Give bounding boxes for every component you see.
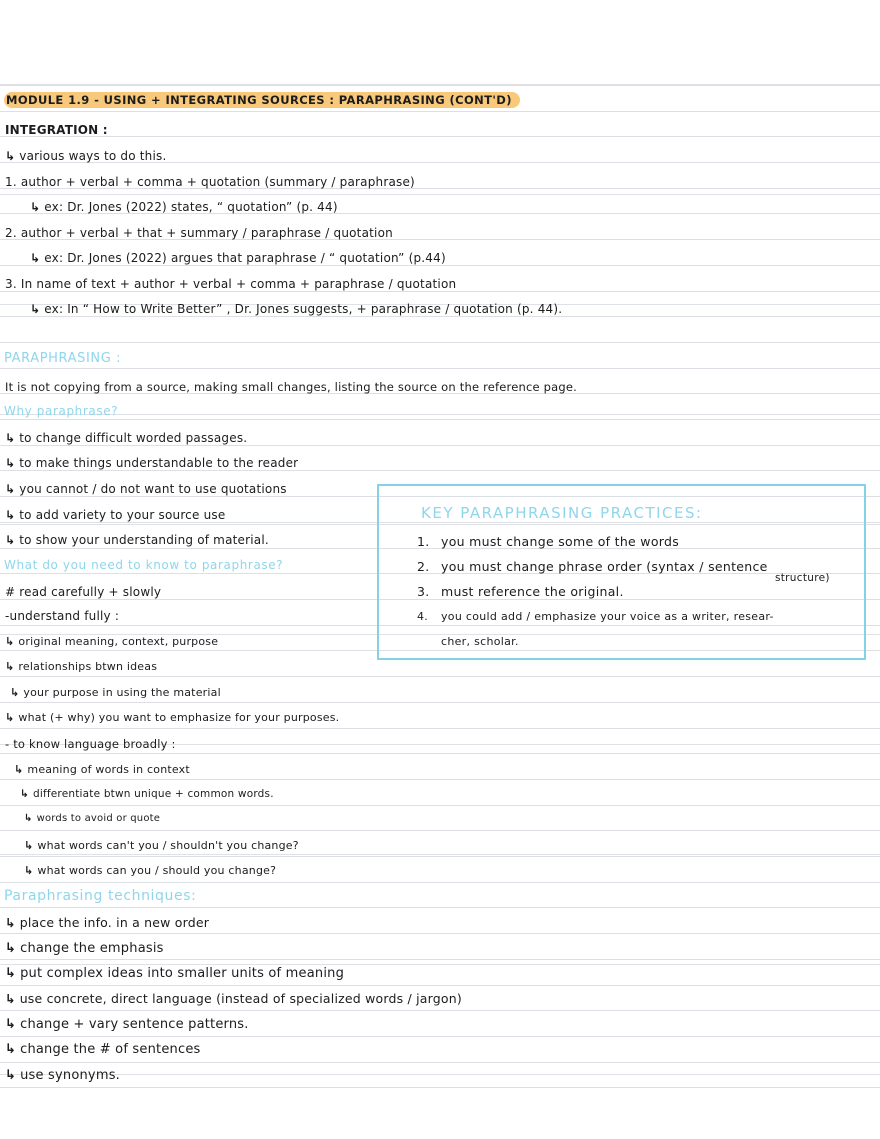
ruled-line: [0, 316, 880, 317]
ruled-line: [0, 676, 880, 677]
integration-item-3: 3. In name of text + author + verbal + comma + paraphrase / quotation: [5, 277, 457, 291]
understand-heading: -understand fully :: [5, 609, 120, 623]
key-practice-number: 4.: [417, 610, 429, 623]
integration-item-2: 2. author + verbal + that + summary / paraphrase / quotation: [5, 226, 393, 240]
technique-item: [5, 1017, 249, 1032]
technique-item-text: change the # of sentences: [20, 1042, 201, 1057]
key-practice-item: [417, 559, 768, 574]
technique-item: [5, 1068, 120, 1083]
integration-example-3: [30, 302, 562, 316]
key-practice-item: [417, 584, 624, 599]
understand-item-text: what (+ why) you want to emphasize for your purposes.: [18, 711, 340, 724]
arrow-icon: ↳: [5, 1042, 17, 1057]
arrow-icon: ↳: [5, 915, 16, 930]
arrow-icon: ↳: [5, 482, 16, 496]
ruled-line: [0, 753, 880, 754]
ruled-line: [0, 856, 880, 857]
key-practice-number: 1.: [417, 534, 430, 549]
technique-item-text: use synonyms.: [20, 1068, 120, 1083]
ruled-line: [0, 445, 880, 446]
ruled-line: [0, 342, 880, 343]
ruled-line: [0, 265, 880, 266]
integration-example-1-text: ex: Dr. Jones (2022) states, “ quotation” (p. 44): [44, 200, 338, 214]
why-paraphrase-heading: Why paraphrase?: [4, 404, 119, 418]
technique-item: [5, 1042, 201, 1057]
ruled-line: [0, 368, 880, 369]
ruled-line: [0, 419, 880, 420]
why-item-text: to show your understanding of material.: [19, 533, 269, 547]
arrow-icon: ↳: [5, 941, 17, 956]
key-practice-text: you must change some of the words: [441, 534, 680, 549]
arrow-icon: ↳: [5, 456, 16, 470]
technique-item: [5, 915, 209, 930]
why-item-text: to make things understandable to the reader: [19, 456, 299, 470]
key-practice-continuation: cher, scholar.: [441, 635, 519, 648]
arrow-icon: ↳: [5, 635, 15, 648]
language-subitem: [24, 839, 299, 852]
ruled-line: [0, 959, 880, 960]
understand-item-text: relationships btwn ideas: [18, 660, 158, 673]
integration-example-3-text: ex: In “ How to Write Better” , Dr. Jones suggests, + paraphrase / quotation (p. 44).: [44, 302, 563, 316]
language-subitem: [24, 864, 276, 877]
language-subitem-text: what words can't you / shouldn't you change?: [37, 839, 299, 852]
language-item: [14, 763, 190, 776]
paraphrasing-definition: It is not copying from a source, making small changes, listing the source on the reference page.: [5, 380, 578, 394]
key-practice-number: 2.: [417, 559, 430, 574]
ruled-line: [0, 985, 880, 986]
ruled-line: [0, 907, 880, 908]
arrow-icon: ↳: [24, 839, 34, 852]
arrow-icon: ↳: [30, 302, 41, 316]
technique-item-text: change + vary sentence patterns.: [20, 1017, 249, 1032]
why-item-text: to add variety to your source use: [19, 508, 226, 522]
ruled-line: [0, 1010, 880, 1011]
integration-intro-text: various ways to do this.: [19, 149, 167, 163]
technique-item-text: put complex ideas into smaller units of meaning: [20, 966, 345, 981]
why-item: [5, 508, 225, 522]
page-title-row: [4, 93, 520, 107]
key-practices-box: [377, 484, 866, 660]
integration-example-2: [30, 251, 446, 265]
ruled-line: [0, 1036, 880, 1037]
technique-item-text: use concrete, direct language (instead of specialized words / jargon): [19, 991, 462, 1006]
language-subitem-text: what words can you / should you change?: [37, 864, 277, 877]
why-item: [5, 482, 287, 496]
why-item: [5, 431, 247, 445]
language-heading: - to know language broadly :: [5, 737, 176, 751]
integration-example-2-text: ex: Dr. Jones (2022) argues that paraphrase / “ quotation” (p.44): [44, 251, 446, 265]
why-item: [5, 533, 269, 547]
understand-item: [10, 686, 221, 699]
integration-heading: INTEGRATION :: [5, 123, 108, 137]
why-item-text: to change difficult worded passages.: [19, 431, 248, 445]
arrow-icon: ↳: [5, 508, 16, 522]
language-subitem-text: differentiate btwn unique + common words.: [33, 788, 274, 800]
key-practice-item: [417, 610, 774, 623]
key-practice-text: you must change phrase order (syntax / sentence: [441, 559, 768, 574]
ruled-line: [0, 779, 880, 780]
arrow-icon: ↳: [5, 149, 16, 163]
arrow-icon: ↳: [24, 813, 33, 824]
ruled-line: [0, 291, 880, 292]
integration-item-1: 1. author + verbal + comma + quotation (summary / paraphrase): [5, 175, 415, 189]
understand-item-text: your purpose in using the material: [23, 686, 221, 699]
ruled-line: [0, 136, 880, 137]
understand-item: [5, 635, 218, 648]
technique-item: [5, 941, 164, 956]
ruled-line: [0, 85, 880, 86]
techniques-heading: Paraphrasing techniques:: [4, 888, 197, 904]
arrow-icon: ↳: [30, 251, 41, 265]
paraphrasing-heading: PARAPHRASING :: [4, 351, 122, 366]
integration-example-1: [30, 200, 338, 214]
understand-item: [5, 660, 157, 673]
integration-intro: [5, 149, 166, 163]
technique-item: [5, 991, 462, 1006]
arrow-icon: ↳: [14, 763, 24, 776]
key-practices-title: KEY PARAPHRASING PRACTICES:: [421, 504, 703, 522]
ruled-line: [0, 470, 880, 471]
arrow-icon: ↳: [5, 660, 15, 673]
ruled-line: [0, 933, 880, 934]
arrow-icon: ↳: [5, 711, 15, 724]
arrow-icon: ↳: [5, 966, 17, 981]
arrow-icon: ↳: [24, 864, 34, 877]
key-practice-continuation: structure): [775, 572, 830, 584]
arrow-icon: ↳: [10, 686, 20, 699]
understand-item-text: original meaning, context, purpose: [18, 635, 219, 648]
page-title: MODULE 1.9 - USING + INTEGRATING SOURCES : PARAPHRASING (CONT'D): [4, 92, 520, 108]
ruled-line: [0, 728, 880, 729]
technique-item: [5, 966, 344, 981]
language-subitem-text: words to avoid or quote: [36, 813, 161, 824]
arrow-icon: ↳: [5, 431, 16, 445]
arrow-icon: ↳: [5, 1068, 17, 1083]
arrow-icon: ↳: [5, 533, 16, 547]
understand-item: [5, 711, 339, 724]
technique-item-text: change the emphasis: [20, 941, 164, 956]
key-practice-item: [417, 534, 679, 549]
ruled-line: [0, 111, 880, 112]
need-to-know-heading: What do you need to know to paraphrase?: [4, 558, 284, 572]
key-practice-number: 3.: [417, 584, 430, 599]
key-practice-text: must reference the original.: [441, 584, 624, 599]
language-subitem: [24, 813, 160, 824]
arrow-icon: ↳: [5, 991, 16, 1006]
arrow-icon: ↳: [5, 1017, 17, 1032]
ruled-line: [0, 805, 880, 806]
ruled-line: [0, 1062, 880, 1063]
arrow-icon: ↳: [30, 200, 41, 214]
ruled-line: [0, 830, 880, 831]
why-item-text: you cannot / do not want to use quotations: [19, 482, 287, 496]
key-practice-text: you could add / emphasize your voice as a writer, resear-: [441, 610, 774, 623]
why-item: [5, 456, 298, 470]
language-item-text: meaning of words in context: [27, 763, 190, 776]
language-subitem: [20, 788, 274, 800]
technique-item-text: place the info. in a new order: [19, 915, 210, 930]
arrow-icon: ↳: [20, 788, 29, 800]
read-carefully: # read carefully + slowly: [5, 585, 162, 599]
ruled-line: [0, 702, 880, 703]
ruled-line: [0, 1087, 880, 1088]
ruled-line: [0, 882, 880, 883]
